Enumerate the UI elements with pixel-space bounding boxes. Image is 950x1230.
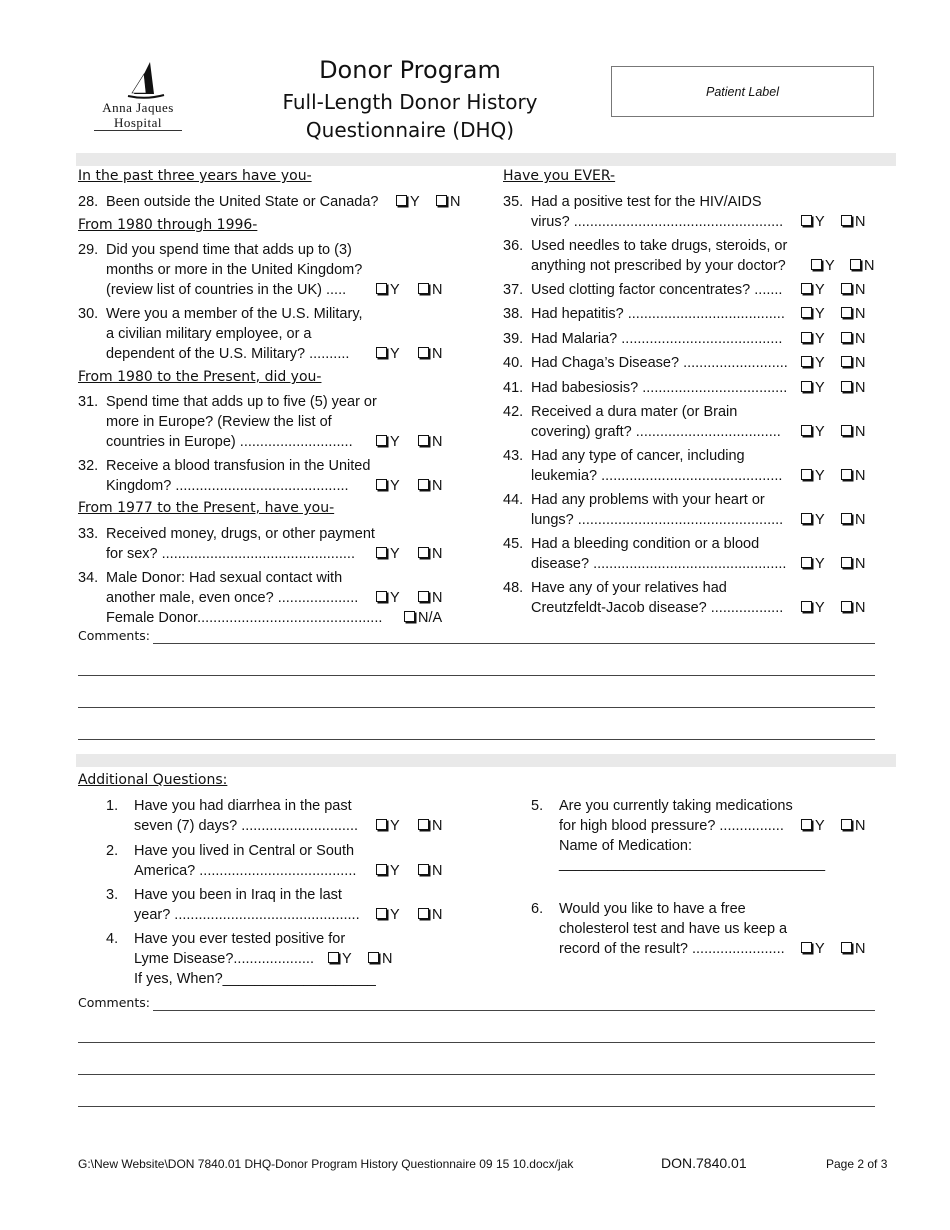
comments-label: Comments: <box>78 995 150 1010</box>
section-heading-1977-present: From 1977 to the Present, have you- <box>78 500 335 516</box>
section-heading-have-you-ever: Have you EVER- <box>503 168 616 184</box>
checkbox-yes[interactable] <box>801 557 812 568</box>
checkbox-no[interactable] <box>418 547 429 558</box>
checkbox-no[interactable] <box>841 381 852 392</box>
checkbox-yes[interactable] <box>801 513 812 524</box>
checkbox-yes[interactable] <box>801 356 812 367</box>
checkbox-yes[interactable] <box>376 547 387 558</box>
footer-document-code: DON.7840.01 <box>661 1155 747 1171</box>
section-band-top <box>76 153 896 166</box>
checkbox-yes[interactable] <box>801 215 812 226</box>
checkbox-yes[interactable] <box>376 435 387 446</box>
checkbox-yes[interactable] <box>376 283 387 294</box>
checkbox-yes[interactable] <box>801 381 812 392</box>
logo-rule <box>94 130 182 131</box>
checkbox-yes[interactable] <box>376 908 387 919</box>
checkbox-no[interactable] <box>418 819 429 830</box>
checkbox-no[interactable] <box>418 479 429 490</box>
page-subtitle-1: Full-Length Donor History <box>282 90 538 114</box>
checkbox-no[interactable] <box>418 347 429 358</box>
checkbox-no[interactable] <box>841 942 852 953</box>
checkbox-yes[interactable] <box>801 469 812 480</box>
section-heading-1980-present: From 1980 to the Present, did you- <box>78 369 322 385</box>
checkbox-yes[interactable] <box>376 819 387 830</box>
checkbox-no[interactable] <box>850 259 861 270</box>
footer-page-number: Page 2 of 3 <box>826 1157 888 1171</box>
checkbox-yes[interactable] <box>811 259 822 270</box>
checkbox-no[interactable] <box>418 591 429 602</box>
page-title: Donor Program <box>319 56 501 84</box>
checkbox-na[interactable] <box>404 611 415 622</box>
medication-name-field[interactable]: _________________________________ <box>559 856 826 872</box>
patient-label-box[interactable]: Patient Label <box>611 66 874 117</box>
checkbox-yes[interactable] <box>801 332 812 343</box>
checkbox-no[interactable] <box>368 952 379 963</box>
checkbox-no[interactable] <box>418 864 429 875</box>
footer-file-path: G:\New Website\DON 7840.01 DHQ-Donor Program History Questionnaire 09 15 10.docx/jak <box>78 1157 574 1171</box>
section-heading-past-three-years: In the past three years have you- <box>78 168 312 184</box>
checkbox-no[interactable] <box>841 513 852 524</box>
logo-name-line1: Anna Jaques <box>102 100 174 115</box>
checkbox-no[interactable] <box>418 283 429 294</box>
page-subtitle-2: Questionnaire (DHQ) <box>305 118 515 142</box>
hospital-logo <box>88 60 188 135</box>
checkbox-no[interactable] <box>418 435 429 446</box>
section-heading-additional: Additional Questions: <box>78 772 228 788</box>
checkbox-no[interactable] <box>841 557 852 568</box>
checkbox-yes[interactable] <box>376 479 387 490</box>
checkbox-no[interactable] <box>841 819 852 830</box>
comment-line[interactable] <box>78 1074 875 1075</box>
checkbox-yes[interactable] <box>801 283 812 294</box>
checkbox-no[interactable] <box>436 195 447 206</box>
comment-line[interactable] <box>78 1042 875 1043</box>
checkbox-no[interactable] <box>841 356 852 367</box>
checkbox-no[interactable] <box>841 215 852 226</box>
checkbox-yes[interactable] <box>328 952 339 963</box>
comment-line[interactable] <box>153 643 875 644</box>
comment-line[interactable] <box>78 739 875 740</box>
comment-line[interactable] <box>78 707 875 708</box>
checkbox-yes[interactable] <box>376 591 387 602</box>
checkbox-yes[interactable] <box>801 307 812 318</box>
checkbox-yes[interactable] <box>396 195 407 206</box>
checkbox-yes[interactable] <box>376 864 387 875</box>
sailboat-icon <box>88 60 188 102</box>
comments-label: Comments: <box>78 628 150 643</box>
checkbox-yes[interactable] <box>801 942 812 953</box>
checkbox-no[interactable] <box>841 469 852 480</box>
checkbox-no[interactable] <box>841 283 852 294</box>
checkbox-yes[interactable] <box>376 347 387 358</box>
comment-line[interactable] <box>78 1106 875 1107</box>
comment-line[interactable] <box>78 675 875 676</box>
section-heading-1980-1996: From 1980 through 1996- <box>78 217 258 233</box>
checkbox-yes[interactable] <box>801 601 812 612</box>
checkbox-no[interactable] <box>841 307 852 318</box>
checkbox-yes[interactable] <box>801 819 812 830</box>
comment-line[interactable] <box>153 1010 875 1011</box>
checkbox-no[interactable] <box>841 332 852 343</box>
checkbox-no[interactable] <box>418 908 429 919</box>
section-band-middle <box>76 754 896 767</box>
checkbox-no[interactable] <box>841 425 852 436</box>
checkbox-no[interactable] <box>841 601 852 612</box>
checkbox-yes[interactable] <box>801 425 812 436</box>
logo-name-line2: Hospital <box>113 115 163 130</box>
